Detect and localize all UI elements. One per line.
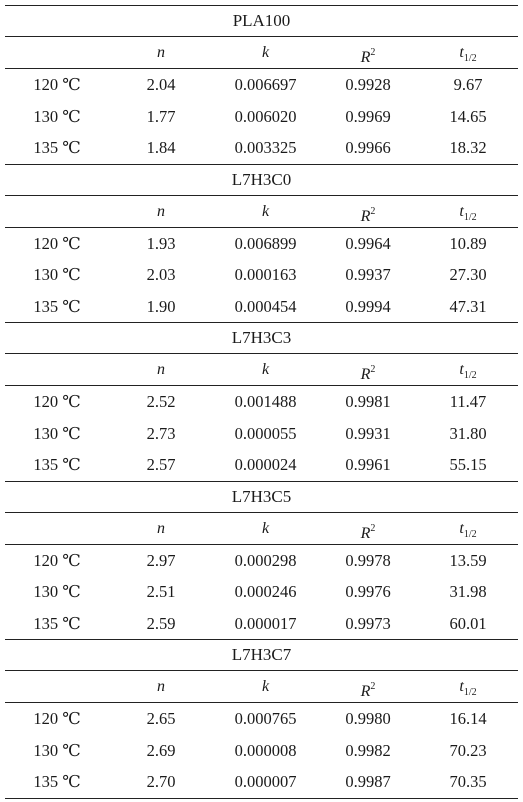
header-k: k [261, 678, 270, 695]
cell-k: 0.000298 [234, 550, 297, 570]
header-t-sub: 1/2 [463, 211, 477, 223]
cell-k: 0.000055 [234, 423, 297, 443]
section-title: L7H3C3 [5, 322, 518, 353]
table-row [5, 449, 518, 481]
cell-k: 0.003325 [234, 138, 297, 157]
cell-n: 2.51 [146, 582, 176, 601]
header-r-base: R [360, 49, 371, 66]
cell-n: 2.73 [146, 423, 176, 443]
cell-temperature: 120 ℃ [33, 550, 81, 570]
table-section [5, 481, 518, 640]
cell-n: 2.65 [146, 709, 176, 728]
header-row [5, 195, 518, 228]
header-t-sub: 1/2 [463, 528, 477, 540]
header-r-base: R [360, 524, 371, 542]
cell-r2: 0.9980 [345, 709, 391, 728]
cell-k: 0.000007 [234, 772, 297, 791]
cell-n: 2.59 [146, 613, 176, 633]
cell-t-half: 10.89 [449, 233, 487, 253]
cell-temperature: 130 ℃ [33, 106, 81, 126]
cell-k: 0.000246 [234, 582, 297, 601]
header-t-sub: 1/2 [463, 370, 477, 381]
header-t-sub: 1/2 [463, 687, 477, 698]
cell-t-half: 16.14 [449, 709, 487, 728]
cell-t-half: 27.30 [449, 265, 487, 284]
header-r-sup: 2 [370, 681, 376, 692]
header-r2 [318, 354, 418, 385]
header-k: k [261, 202, 270, 220]
header-k: k [261, 361, 270, 378]
header-t-base: t [459, 44, 464, 61]
table-row [5, 545, 518, 577]
cell-n: 2.70 [146, 772, 176, 791]
header-r2 [318, 513, 418, 544]
header-row [5, 670, 518, 703]
cell-n: 2.04 [146, 75, 176, 94]
header-t-base: t [459, 202, 464, 220]
cell-k: 0.001488 [234, 392, 297, 411]
cell-n: 2.69 [146, 740, 176, 760]
cell-r2: 0.9931 [345, 423, 391, 443]
cell-n: 2.52 [146, 392, 176, 411]
cell-n: 2.03 [146, 265, 176, 284]
cell-t-half: 70.23 [449, 740, 487, 760]
table-row [5, 101, 518, 133]
cell-temperature: 135 ℃ [33, 138, 81, 157]
section-title: L7H3C5 [5, 481, 518, 512]
cell-temperature: 130 ℃ [33, 423, 81, 443]
section-title: L7H3C0 [5, 164, 518, 195]
header-t-base: t [459, 361, 464, 378]
cell-r2: 0.9964 [345, 233, 391, 253]
cell-temperature: 130 ℃ [33, 740, 81, 760]
header-t-half [418, 671, 518, 702]
cell-r2: 0.9969 [345, 106, 391, 126]
table-section [5, 5, 518, 164]
table-row [5, 418, 518, 450]
cell-n: 2.57 [146, 455, 176, 474]
cell-temperature: 120 ℃ [33, 709, 81, 728]
header-row [5, 353, 518, 386]
table-row [5, 259, 518, 291]
section-title: L7H3C7 [5, 639, 518, 670]
cell-t-half: 60.01 [449, 613, 487, 633]
table-row [5, 576, 518, 608]
header-blank [5, 354, 109, 385]
cell-n: 1.77 [146, 106, 176, 126]
header-r-base: R [360, 366, 371, 383]
cell-r2: 0.9976 [345, 582, 391, 601]
header-n: n [157, 678, 165, 695]
table-section [5, 164, 518, 323]
cell-r2: 0.9982 [345, 740, 391, 760]
table-row [5, 608, 518, 640]
cell-t-half: 47.31 [449, 296, 487, 316]
cell-temperature: 135 ℃ [33, 613, 81, 633]
cell-temperature: 135 ℃ [33, 772, 81, 791]
cell-k: 0.000454 [234, 296, 297, 316]
cell-t-half: 11.47 [449, 392, 487, 411]
header-r2 [318, 37, 418, 68]
header-n: n [157, 519, 165, 537]
cell-temperature: 130 ℃ [33, 582, 81, 601]
cell-r2: 0.9987 [345, 772, 391, 791]
cell-r2: 0.9961 [345, 455, 391, 474]
header-row [5, 512, 518, 545]
cell-temperature: 120 ℃ [33, 392, 81, 411]
cell-k: 0.000024 [234, 455, 297, 474]
header-r-base: R [360, 683, 371, 700]
kinetics-table [5, 5, 518, 799]
cell-k: 0.006899 [234, 233, 297, 253]
cell-r2: 0.9978 [345, 550, 391, 570]
cell-t-half: 13.59 [449, 550, 487, 570]
header-r-sup: 2 [370, 47, 376, 58]
cell-r2: 0.9937 [345, 265, 391, 284]
table-section [5, 322, 518, 481]
cell-k: 0.000008 [234, 740, 297, 760]
cell-t-half: 31.98 [449, 582, 487, 601]
header-n: n [157, 44, 165, 61]
table-row [5, 766, 518, 798]
header-blank [5, 513, 109, 544]
header-r-sup: 2 [370, 522, 376, 534]
header-t-base: t [459, 519, 464, 537]
header-blank [5, 671, 109, 702]
header-r2 [318, 671, 418, 702]
header-blank [5, 37, 109, 68]
cell-t-half: 31.80 [449, 423, 487, 443]
header-row [5, 36, 518, 69]
cell-k: 0.000017 [234, 613, 297, 633]
header-t-sub: 1/2 [463, 53, 477, 64]
cell-n: 1.84 [146, 138, 176, 157]
header-n: n [157, 361, 165, 378]
header-k: k [261, 519, 270, 537]
table-row [5, 132, 518, 164]
cell-k: 0.000163 [234, 265, 297, 284]
header-r-sup: 2 [370, 205, 376, 217]
table-section [5, 639, 518, 798]
header-r-base: R [360, 207, 371, 225]
cell-r2: 0.9994 [345, 296, 391, 316]
cell-temperature: 130 ℃ [33, 265, 81, 284]
cell-temperature: 120 ℃ [33, 75, 81, 94]
header-n: n [157, 202, 165, 220]
cell-r2: 0.9966 [345, 138, 391, 157]
header-t-half [418, 196, 518, 227]
header-k: k [261, 44, 270, 61]
section-title: PLA100 [5, 5, 518, 36]
cell-n: 2.97 [146, 550, 176, 570]
cell-temperature: 135 ℃ [33, 296, 81, 316]
cell-t-half: 55.15 [449, 455, 487, 474]
cell-t-half: 18.32 [449, 138, 487, 157]
cell-n: 1.93 [146, 233, 176, 253]
cell-t-half: 9.67 [453, 75, 483, 94]
table-row [5, 228, 518, 260]
table-row [5, 735, 518, 767]
cell-r2: 0.9981 [345, 392, 391, 411]
header-t-base: t [459, 678, 464, 695]
cell-t-half: 70.35 [449, 772, 487, 791]
table-row [5, 703, 518, 735]
cell-k: 0.000765 [234, 709, 297, 728]
header-r-sup: 2 [370, 364, 376, 375]
header-r2 [318, 196, 418, 227]
table-row [5, 291, 518, 323]
cell-temperature: 135 ℃ [33, 455, 81, 474]
header-t-half [418, 354, 518, 385]
cell-temperature: 120 ℃ [33, 233, 81, 253]
header-blank [5, 196, 109, 227]
header-t-half [418, 513, 518, 544]
table-bottom-rule [5, 798, 518, 799]
cell-r2: 0.9973 [345, 613, 391, 633]
table-row [5, 386, 518, 418]
cell-t-half: 14.65 [449, 106, 487, 126]
header-t-half [418, 37, 518, 68]
cell-n: 1.90 [146, 296, 176, 316]
cell-k: 0.006697 [234, 75, 297, 94]
cell-r2: 0.9928 [345, 75, 391, 94]
table-row [5, 69, 518, 101]
cell-k: 0.006020 [234, 106, 297, 126]
